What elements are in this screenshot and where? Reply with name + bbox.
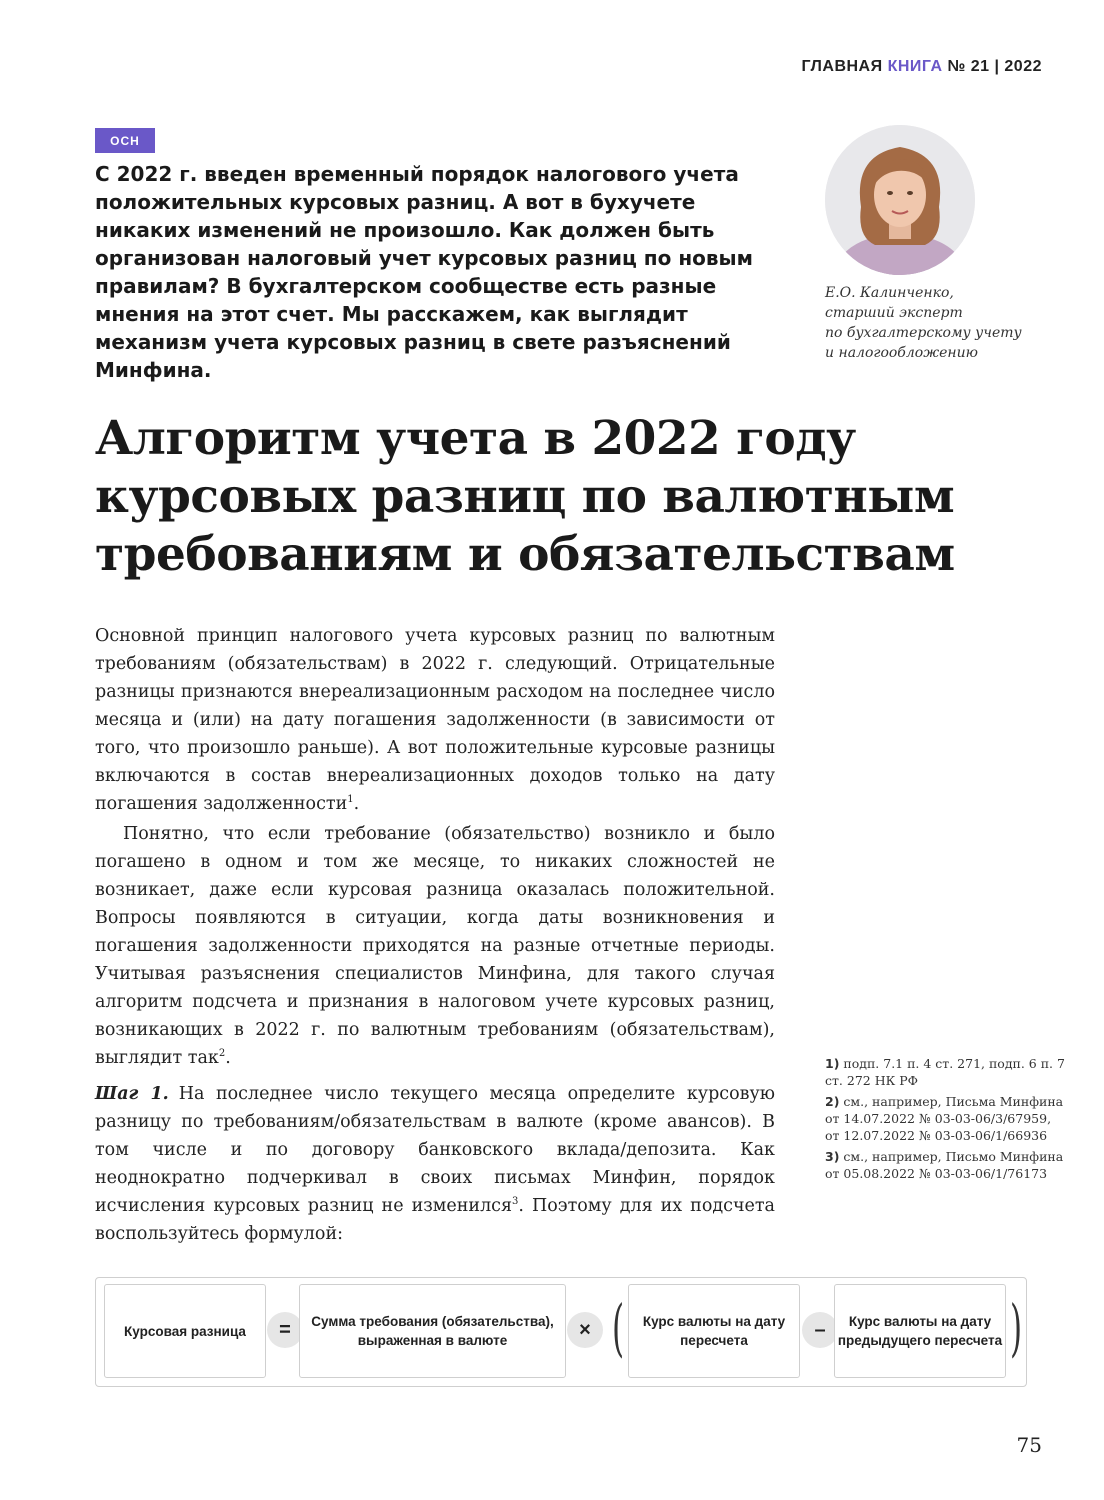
- lead-paragraph: С 2022 г. введен временный порядок налогового учета положительных курсовых разниц. А вот в бухучете никаких изменений не произошло. Как должен быть организован налоговый учет курсовых разниц по новым правилам? В бухгалтерском сообществе есть разные мнения на этот счет. Мы расскажем, как выглядит механизм учета курсовых разниц в свете разъяснений Минфина.: [95, 162, 753, 382]
- footnote-ref: 1: [347, 794, 354, 806]
- close-parenthesis: ): [1010, 1291, 1023, 1364]
- formula-previous-rate-box: Курс валюты на дату предыдущего пересчета: [834, 1284, 1006, 1378]
- open-parenthesis: (: [612, 1291, 625, 1364]
- author-caption: [825, 283, 1055, 363]
- brand-name-part1: ГЛАВНАЯ: [801, 58, 883, 75]
- step-label: Шаг 1.: [95, 1084, 169, 1104]
- formula-result-box: Курсовая разница: [104, 1284, 266, 1378]
- formula-amount-box: Сумма требования (обязательства), выраженная в валюте: [299, 1284, 566, 1378]
- brand-name-part2: КНИГА: [887, 58, 943, 75]
- author-role: по бухгалтерскому учету: [825, 325, 1022, 341]
- exchange-difference-formula: [95, 1277, 1027, 1387]
- article-body: [95, 622, 775, 1072]
- footnote: 2) см., например, Письма Минфина от 14.07.2022 № 03-03-06/3/67959, от 12.07.2022 № 03-03-06/1/66936: [825, 1094, 1064, 1143]
- author-name: Е.О. Калинченко,: [825, 285, 954, 301]
- title-line: требованиям и обязательствам: [95, 527, 955, 582]
- equals-sign: =: [267, 1312, 303, 1348]
- footnotes: [825, 1055, 1065, 1186]
- author-photo: [825, 125, 975, 275]
- footnote-ref: 3: [512, 1196, 519, 1208]
- author-role: и налогообложению: [825, 345, 978, 361]
- step-1-paragraph: Шаг 1. На последнее число текущего месяца определите курсовую разницу по требованиям/обязательствам в валюте (кроме авансов). В том числе и по договору банковского вклада/депозита. Как неоднократно подчеркивал в своих письмах Минфин, порядок исчисления курсовых разниц не изменился$^3$. Поэтому для их подсчета воспользуйтесь формулой:: [95, 1084, 775, 1244]
- formula-current-rate-box: Курс валюты на дату пересчета: [628, 1284, 800, 1378]
- paragraph-1: Основной принцип налогового учета курсовых разниц по валютным требованиям (обязательствам) в 2022 г. следующий. Отрицательные разницы признаются внереализационным расходом на последнее число месяца и (или) на дату погашения задолженности (в зависимости от того, что произошло раньше). А вот положительные курсовые разницы включаются в состав внереализационных доходов только на дату погашения задолженности$^1$.: [95, 626, 775, 814]
- author-portrait-image: [825, 125, 975, 275]
- footnote-ref: 2: [218, 1048, 226, 1060]
- article-title: [95, 410, 1055, 584]
- multiply-sign: ×: [567, 1312, 603, 1348]
- footnote: 1) подп. 7.1 п. 4 ст. 271, подп. 6 п. 7 ст. 272 НК РФ: [825, 1056, 1065, 1088]
- paragraph-2: Понятно, что если требование (обязательство) возникло и было погашено в одном и том же месяце, то никаких сложностей не возникает, даже если курсовая разница оказалась положительной. Вопросы появляются в ситуации, когда даты возникновения и погашения задолженности приходятся на разные отчетные периоды. Учитывая разъяснения специалистов Минфина, для такого случая алгоритм подсчета и признания в налоговом учете курсовых разниц, возникающих в 2022 г. по валютным требованиям (обязательствам), выглядит так$^2$.: [95, 824, 775, 1068]
- tax-regime-tag: ОСН: [95, 128, 155, 153]
- title-line: курсовых разниц по валютным: [95, 469, 955, 524]
- page-number: 75: [1016, 1433, 1042, 1457]
- author-role: старший эксперт: [825, 305, 963, 321]
- issue-number: № 21 | 2022: [947, 58, 1042, 75]
- title-line: Алгоритм учета в 2022 году: [95, 411, 856, 466]
- running-header: [801, 58, 1042, 76]
- footnote: 3) см., например, Письмо Минфина от 05.08.2022 № 03-03-06/1/76173: [825, 1149, 1064, 1181]
- minus-sign: –: [802, 1312, 838, 1348]
